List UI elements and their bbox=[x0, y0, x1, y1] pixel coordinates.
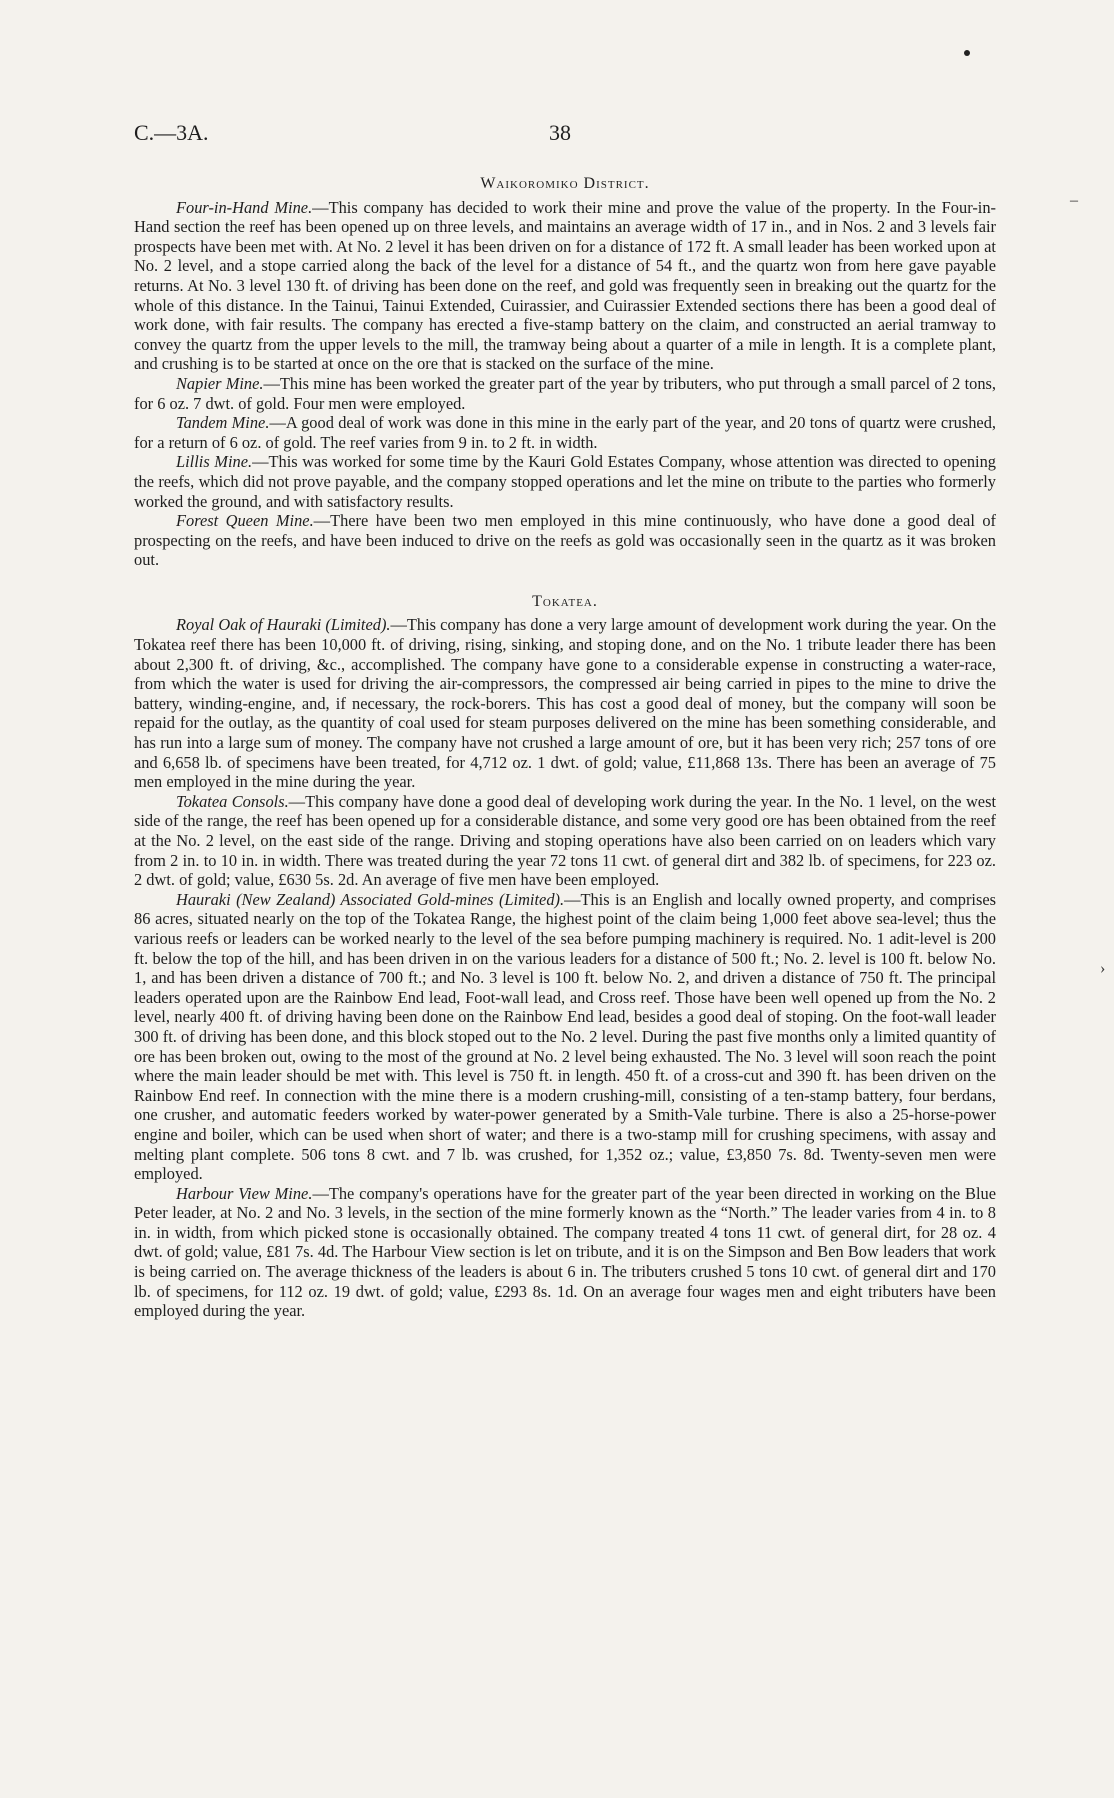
margin-arrow-mark: › bbox=[1100, 960, 1106, 977]
paragraph-text: —A good deal of work was done in this mine in the early part of the year, and 20 tons of quartz were crushed, for a return of 6 oz. of gold. The reef varies from 9 in. to 2 ft. in width. bbox=[134, 413, 996, 452]
paragraph-text: —There have been two men employed in this mine continuously, who have done a good deal of prospecting on the reefs, and have been induced to drive on the reefs as gold was occasionally seen in the quartz as it was broken out. bbox=[134, 511, 996, 570]
margin-dash-mark: – bbox=[1070, 192, 1078, 209]
mine-name: Napier Mine. bbox=[176, 373, 264, 393]
ink-dot bbox=[964, 50, 970, 56]
mine-name: Harbour View Mine. bbox=[176, 1183, 313, 1203]
paragraph-text: —This mine has been worked the greater part of the year by tributers, who put through a small parcel of 2 tons, for 6 oz. 7 dwt. of gold. Four men were employed. bbox=[134, 373, 996, 413]
mine-name: Royal Oak of Hauraki (Limited). bbox=[176, 615, 391, 635]
paragraph-hauraki-associated bbox=[134, 890, 996, 1184]
section-heading-tokatea: Tokatea. bbox=[532, 592, 598, 610]
paragraph-four-in-hand bbox=[134, 198, 996, 374]
page-header bbox=[134, 120, 996, 150]
paragraph-royal-oak bbox=[134, 615, 996, 791]
mine-name: Tandem Mine. bbox=[176, 413, 270, 433]
mine-name: Lillis Mine. bbox=[176, 452, 253, 472]
paragraph-napier bbox=[134, 374, 996, 413]
paragraph-text: —The company's operations have for the greater part of the year been directed in working on the Blue Peter leader, at No. 2 and No. 3 levels, in the section of the mine formerly known as the “North.” The leader varies from 4 in. to 8 in. in width, from which picked stone is occasionally obtained. The company treated 4 tons 11 cwt. of general dirt, for 28 oz. 4 dwt. of gold; value, £81 7s. 4d. The Harbour View section is let on tribute, and it is on the Simpson and Ben Bow leaders that work is being carried on. The average thickness of the leaders is about 6 in. The tributers crushed 5 tons 10 cwt. of general dirt and 170 lb. of specimens, for 112 oz. 19 dwt. of gold; value, £293 8s. 1d. On an average four wages men and eight tributers have been employed during the year. bbox=[134, 1183, 997, 1321]
section-heading-waikoromiko: Waikoromiko District. bbox=[480, 175, 650, 192]
page-reference: C.—3A. bbox=[134, 120, 209, 145]
paragraph-text: —This was worked for some time by the Kauri Gold Estates Company, whose attention was directed to opening the reefs, which did not prove payable, and the company stopped operations and let the mine on tribute to the parties who formerly worked the ground, and with satisfactory results. bbox=[134, 452, 996, 511]
paragraph-text: —This is an English and locally owned property, and comprises 86 acres, situated nearly on the top of the Tokatea Range, the highest point of the claim being 1,000 feet above sea-level; thus the various reefs or leaders can be worked nearly to the level of the sea before pumping machinery is required. No. 1 adit-level is 200 ft. below the top of the hill, and has been driven in on the various leaders for a distance of 500 ft.; No. 2. level is 100 ft. below No. 1, and has been driven a distance of 700 ft.; and No. 3 level is 100 ft. below No. 2, and driven a distance of 750 ft. The principal leaders operated upon are the Rainbow End lead, Foot-wall lead, and Cross reef. Those have been well opened up from the No. 2 level, nearly 400 ft. of driving having been done on the Rainbow End lead, besides a good deal of stoping. On the foot-wall leader 300 ft. of driving has been done, and this block stoped out to the No. 2 level. During the past five months only a limited quantity of ore has been broken out, owing to the most of the ground at No. 2 level being exhausted. The No. 3 level will soon reach the point where the main leader should be met with. This level is 750 ft. in length. 450 ft. of a cross-cut and 390 ft. has been driven on the Rainbow End reef. In connection with the mine there is a modern crushing-mill, consisting of a ten-stamp battery, four berdans, one crusher, and automatic feeders worked by water-power generated by a Smith-Vale turbine. There is also a 25-horse-power engine and boiler, which can be used when short of water; and there is a two-stamp mill for crushing specimens, with assay and melting plant complete. 506 tons 8 cwt. and 7 lb. was crushed, for 1,352 oz.; value, £3,850 7s. 8d. Twenty-seven men were employed. bbox=[134, 889, 996, 1184]
paragraph-tokatea-consols bbox=[134, 792, 996, 890]
mine-name: Forest Queen Mine. bbox=[176, 511, 314, 531]
paragraph-text: —This company has decided to work their mine and prove the value of the property. In the Four-in-Hand section the reef has been opened up on three levels, and maintains an average width of 17 in., and in Nos. 2 and 3 levels fair prospects have been met with. At No. 2 level it has been driven on for a distance of 172 ft. A small leader has been worked upon at No. 2 level, and a stope carried along the back of the level for a distance of 54 ft., and the quartz won from here gave payable returns. At No. 3 level 130 ft. of driving has been done on the reef, and gold was frequently seen in breaking out the quartz for the whole of this distance. In the Tainui, Tainui Extended, Cuirassier, and Cuirassier Extended sections there has been a good deal of work done, with fair results. The company has erected a five-stamp battery on the claim, and constructed an aerial tramway to convey the quartz from the upper levels to the mill, the tramway being about a quarter of a mile in length. It is a complete plant, and crushing is to be started at once on the ore that is stacked on the surface of the mine. bbox=[134, 197, 996, 374]
paragraph-tandem bbox=[134, 413, 996, 452]
mine-name: Tokatea Consols. bbox=[176, 791, 289, 811]
page-number: 38 bbox=[549, 120, 571, 145]
paragraph-text: —This company have done a good deal of developing work during the year. In the No. 1 level, on the west side of the range, the reef has been opened up for a considerable distance, and some very good ore has been obtained from the reef at the No. 2 level, on the east side of the range. Driving and stoping operations have also been carried on on leaders which vary from 2 in. to 10 in. in width. There was treated during the year 72 tons 11 cwt. of general dirt and 382 lb. of specimens, for 223 oz. 2 dwt. of gold; value, £630 5s. 2d. An average of five men have been employed. bbox=[134, 791, 997, 890]
paragraph-lillis bbox=[134, 452, 996, 511]
document-body bbox=[134, 170, 996, 1321]
paragraph-harbour-view bbox=[134, 1184, 996, 1321]
paragraph-forest-queen bbox=[134, 511, 996, 570]
mine-name: Four-in-Hand Mine. bbox=[176, 197, 313, 217]
paragraph-text: —This company has done a very large amount of development work during the year. On the Tokatea reef there has been 10,000 ft. of driving, rising, sinking, and stoping done, and on the No. 1 tribute leader there has been about 2,300 ft. of driving, &c., accomplished. The company have gone to a considerable expense in constructing a water-race, from which the water is used for driving the air-compressors, the compressed air being carried in pipes to the mine to drive the battery, winding-engine, and, if necessary, the rock-borers. This has cost a good deal of money, but the company will soon be repaid for the outlay, as the quantity of coal used for steam purposes delivered on the mine has been something considerable, and has run into a large sum of money. The company have not crushed a large amount of ore, but it has been very rich; 257 tons of ore and 6,658 lb. of specimens have been treated, for 4,712 oz. 1 dwt. of gold; value, £11,868 13s. There has been an average of 75 men employed in the mine during the year. bbox=[134, 615, 996, 792]
mine-name: Hauraki (New Zealand) Associated Gold-mines (Limited). bbox=[176, 889, 565, 909]
